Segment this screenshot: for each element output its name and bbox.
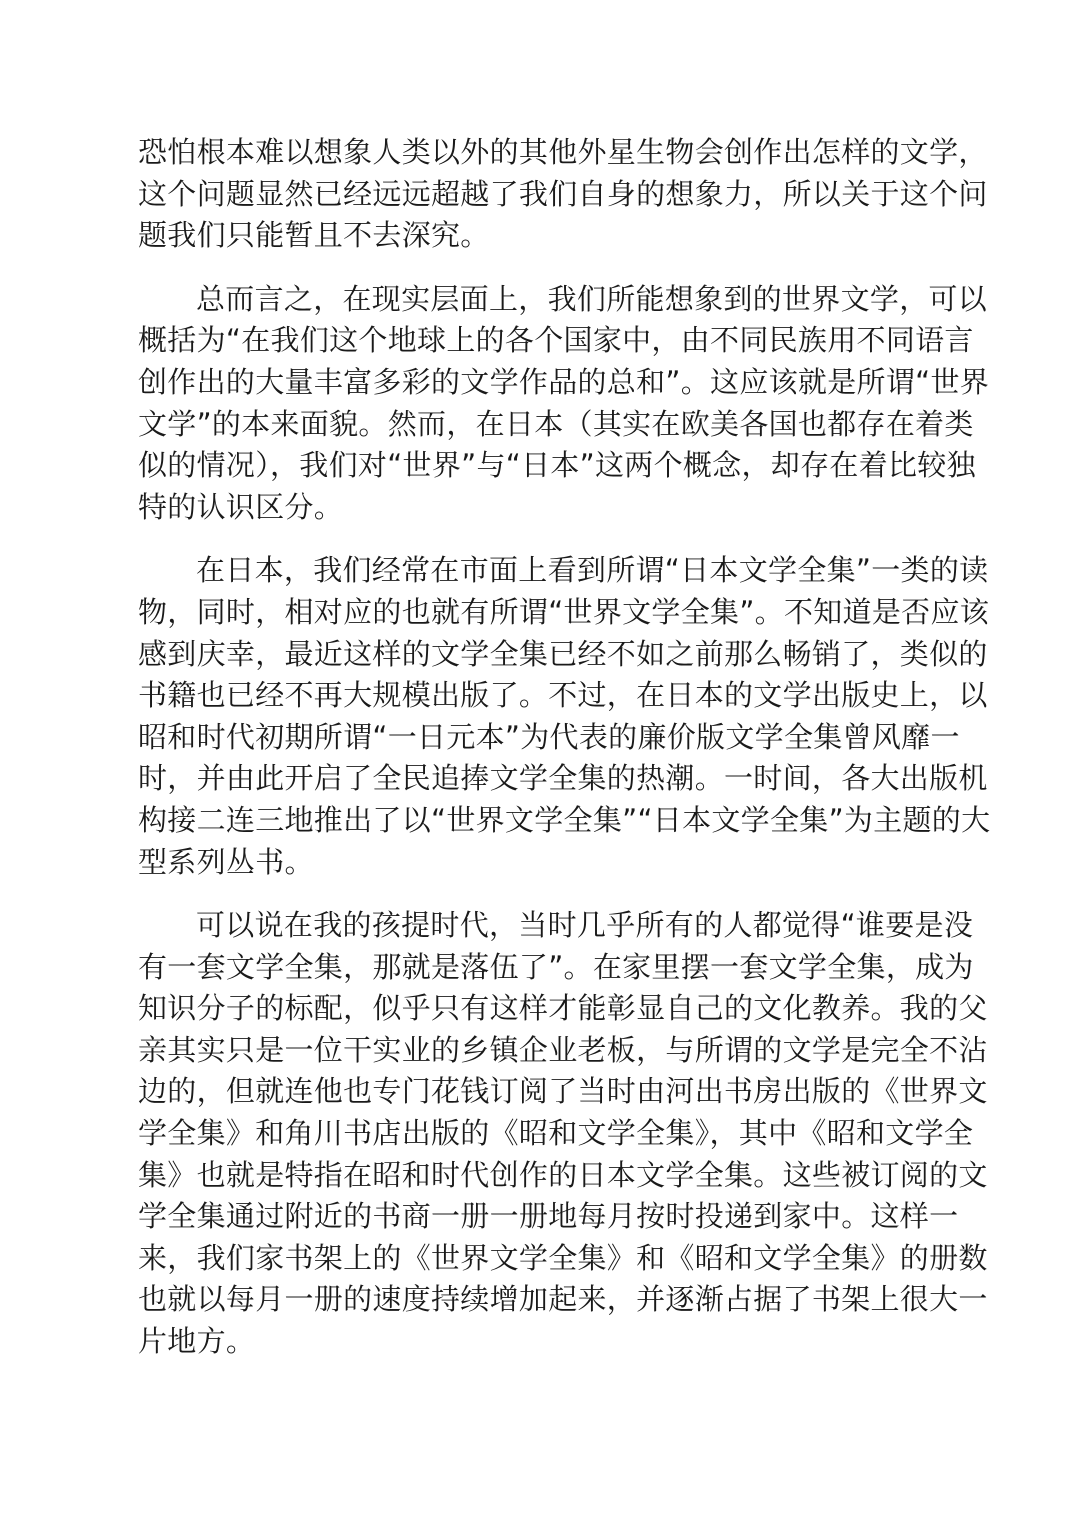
text-line: 集》也就是特指在昭和时代创作的日本文学全集。这些被订阅的文 — [138, 1157, 988, 1192]
document-page — [138, 132, 991, 1363]
text-line: 创作出的大量丰富多彩的文学作品的总和”。这应该就是所谓“世界 — [138, 364, 990, 399]
text-line: 感到庆幸，最近这样的文学全集已经不如之前那么畅销了，类似的 — [138, 636, 988, 671]
text-line: 时，并由此开启了全民追捧文学全集的热潮。一时间，各大出版机 — [138, 761, 988, 796]
text-line: 来，我们家书架上的《世界文学全集》和《昭和文学全集》的册数 — [138, 1240, 988, 1275]
text-line: 书籍也已经不再大规模出版了。不过，在日本的文学出版史上，以 — [138, 678, 988, 713]
text-line: 昭和时代初期所谓“一日元本”为代表的廉价版文学全集曾风靡一 — [138, 719, 960, 754]
text-line: 恐怕根本难以想象人类以外的其他外星生物会创作出怎样的文学， — [138, 135, 988, 169]
text-line: 型系列丛书。 — [138, 844, 314, 879]
text-line: 边的，但就连他也专门花钱订阅了当时由河出书房出版的《世界文 — [138, 1074, 988, 1109]
text-line: 题我们只能暂且不去深究。 — [138, 218, 490, 253]
paragraph-4 — [138, 905, 988, 1363]
text-line: 总而言之，在现实层面上，我们所能想象到的世界文学，可以 — [196, 281, 988, 316]
text-line: 学全集》和角川书店出版的《昭和文学全集》，其中《昭和文学全 — [138, 1116, 974, 1151]
paragraph-3 — [138, 550, 991, 883]
paragraph-2 — [138, 279, 990, 529]
text-line: 亲其实只是一位干实业的乡镇企业老板，与所谓的文学是完全不沾 — [138, 1032, 988, 1067]
text-line: 似的情况），我们对“世界”与“日本”这两个概念，却存在着比较独 — [138, 448, 976, 483]
text-line: 也就以每月一册的速度持续增加起来，并逐渐占据了书架上很大一 — [138, 1282, 988, 1317]
text-line: 物，同时，相对应的也就有所谓“世界文学全集”。不知道是否应该 — [138, 594, 990, 629]
text-line: 有一套文学全集，那就是落伍了”。在家里摆一套文学全集，成为 — [138, 949, 974, 984]
text-line: 片地方。 — [138, 1324, 256, 1359]
text-line: 可以说在我的孩提时代，当时几乎所有的人都觉得“谁要是没 — [196, 908, 974, 943]
text-line: 文学”的本来面貌。然而，在日本（其实在欧美各国也都存在着类 — [138, 406, 974, 441]
text-line: 知识分子的标配，似乎只有这样才能彰显自己的文化教养。我的父 — [138, 991, 988, 1026]
text-line: 在日本，我们经常在市面上看到所谓“日本文学全集”一类的读 — [196, 553, 989, 588]
text-line: 构接二连三地推出了以“世界文学全集”“日本文学全集”为主题的大 — [138, 802, 991, 837]
text-line: 这个问题显然已经远远超越了我们自身的想象力，所以关于这个问 — [138, 176, 988, 211]
paragraph-1 — [138, 132, 988, 257]
text-line: 概括为“在我们这个地球上的各个国家中，由不同民族用不同语言 — [138, 323, 974, 358]
text-line: 特的认识区分。 — [138, 489, 344, 524]
text-line: 学全集通过附近的书商一册一册地每月按时投递到家中。这样一 — [138, 1199, 959, 1234]
